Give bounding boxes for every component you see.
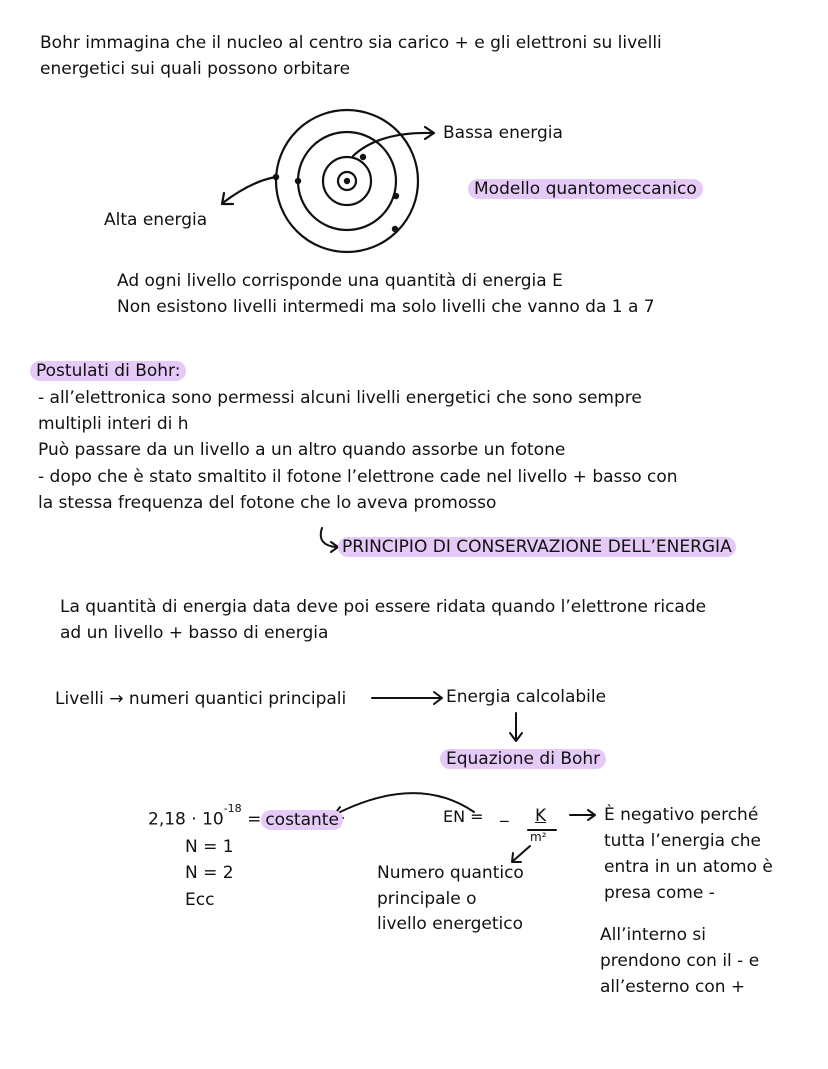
postulates-title: Postulati di Bohr:: [30, 361, 186, 381]
conservation-principle: PRINCIPIO DI CONSERVAZIONE DELL’ENERGIA: [338, 537, 736, 557]
postulate-line-5: la stessa frequenza del fotone che lo aveva promosso: [38, 493, 497, 513]
etc: Ecc: [185, 890, 215, 910]
levels-line-1: Ad ogni livello corrisponde una quantità di energia E: [117, 271, 563, 291]
constant-exponent: -18: [223, 802, 242, 815]
quantum-note-line-3: livello energetico: [377, 914, 523, 934]
low-energy-label: Bassa energia: [443, 123, 563, 143]
equation-lhs: EN =: [443, 807, 484, 826]
n-equals-1: N = 1: [185, 837, 234, 857]
energy-note-line-2: ad un livello + basso di energia: [60, 623, 329, 643]
postulate-line-1: - all’elettronica sono permessi alcuni livelli energetici che sono sempre: [38, 388, 642, 408]
postulate-line-4: - dopo che è stato smaltito il fotone l’elettrone cade nel livello + basso con: [38, 467, 678, 487]
constant-value: 2,18 · 10: [148, 809, 224, 830]
negative-note-line-1: È negativo perché: [604, 805, 759, 825]
intro-line-2: energetici sui quali possono orbitare: [40, 59, 351, 79]
intro-line-1: Bohr immagina che il nucleo al centro sia carico + e gli elettroni su livelli: [40, 33, 662, 53]
levels-line-2: Non esistono livelli intermedi ma solo livelli che vanno da 1 a 7: [117, 297, 655, 317]
postulate-line-2: multipli interi di h: [38, 414, 189, 434]
quantum-note-line-2: principale o: [377, 889, 477, 909]
negative-note-line-4: presa come -: [604, 883, 715, 903]
model-label: Modello quantomeccanico: [468, 179, 703, 199]
constant-label: costante: [261, 810, 343, 830]
bohr-equation-title: Equazione di Bohr: [440, 749, 606, 769]
energy-note-line-1: La quantità di energia data deve poi essere ridata quando l’elettrone ricade: [60, 597, 707, 617]
quantum-note-line-1: Numero quantico: [377, 863, 524, 883]
negative-note-line-2: tutta l’energia che: [604, 831, 762, 851]
equation-numerator: K: [535, 806, 547, 826]
inside-note-line-3: all’esterno con +: [600, 977, 746, 997]
constant-equals: =: [247, 809, 262, 830]
energy-computable: Energia calcolabile: [446, 687, 607, 707]
negative-note-line-3: entra in un atomo è: [604, 857, 773, 877]
equation-denominator: m²: [530, 830, 547, 844]
levels-flow-text: Livelli → numeri quantici principali: [55, 689, 347, 709]
inside-note-line-2: prendono con il - e: [600, 951, 760, 971]
inside-note-line-1: All’interno si: [600, 925, 706, 945]
high-energy-label: Alta energia: [104, 210, 208, 230]
equation-minus: _: [500, 803, 509, 823]
n-equals-2: N = 2: [185, 863, 234, 883]
postulate-line-3: Può passare da un livello a un altro quando assorbe un fotone: [38, 440, 566, 460]
